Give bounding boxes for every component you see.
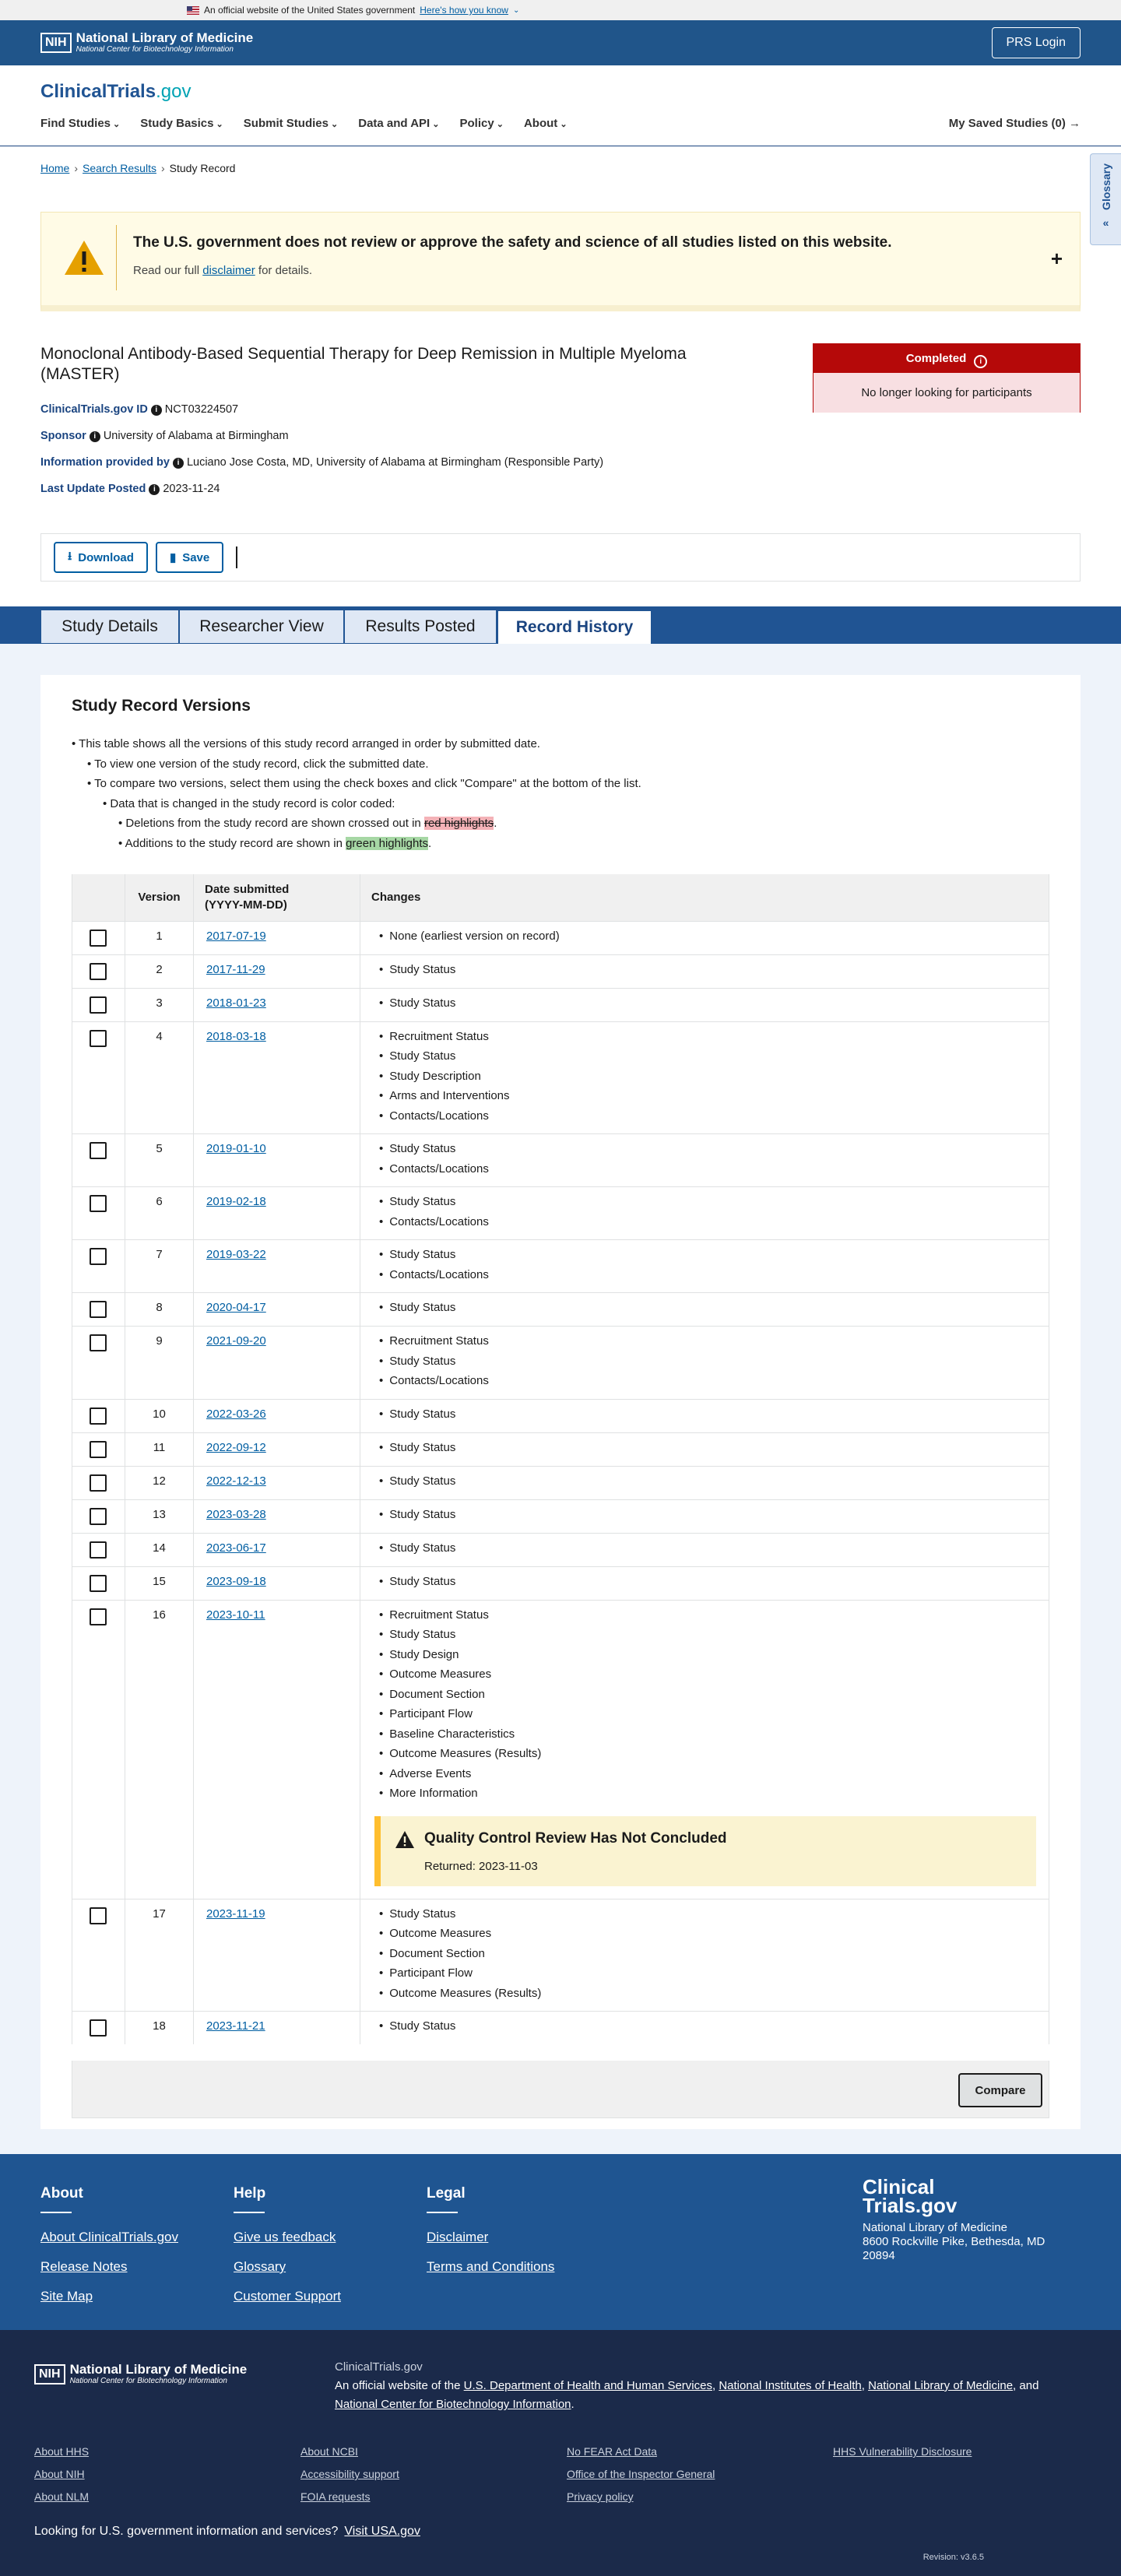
red-highlight-sample: red highlights	[423, 817, 494, 830]
change-item: • Recruitment Status	[379, 1027, 1049, 1047]
nlm-logo[interactable]	[40, 31, 253, 54]
info-icon[interactable]: i	[149, 484, 160, 495]
version-checkbox[interactable]	[90, 963, 107, 980]
change-item: • Study Status	[379, 1046, 1049, 1067]
glossary-tab[interactable]	[1090, 153, 1121, 245]
footer-link[interactable]: Customer Support	[234, 2289, 341, 2304]
table-row	[72, 2012, 1049, 2045]
footer-link[interactable]: Accessibility support	[300, 2468, 399, 2480]
last-update-value: 2023-11-24	[163, 483, 220, 495]
change-item: • Contacts/Locations	[379, 1159, 1049, 1179]
breadcrumb-search-results[interactable]: Search Results	[83, 162, 156, 174]
table-row	[72, 1533, 1049, 1566]
nih-logo-icon: NIH	[40, 33, 72, 53]
version-number: 9	[125, 1327, 194, 1400]
version-checkbox[interactable]	[90, 1441, 107, 1458]
changes-cell	[360, 2012, 1049, 2045]
version-number: 8	[125, 1293, 194, 1327]
column-header-version: Version	[125, 874, 194, 921]
footer-link[interactable]: About NIH	[34, 2468, 85, 2480]
hhs-link[interactable]: U.S. Department of Health and Human Services	[463, 2379, 712, 2392]
column-header-changes: Changes	[360, 874, 1049, 921]
chevron-down-icon: ⌄	[512, 5, 520, 15]
table-row	[72, 1021, 1049, 1134]
breadcrumb-current: Study Record	[169, 162, 236, 174]
footer-links-col3	[567, 2441, 715, 2508]
table-row	[72, 1327, 1049, 1400]
change-item: • Study Status	[379, 1245, 1049, 1265]
version-number: 5	[125, 1134, 194, 1187]
change-item: • Study Status	[379, 960, 1049, 980]
version-checkbox[interactable]	[90, 1334, 107, 1351]
glossary-label: Glossary	[1099, 163, 1112, 210]
status-label: Completed	[905, 352, 967, 365]
footer-link[interactable]: HHS Vulnerability Disclosure	[833, 2445, 972, 2458]
footer-legal: Legal Disclaimer Terms and Conditions	[427, 2185, 554, 2282]
version-checkbox[interactable]	[90, 1248, 107, 1265]
action-bar	[40, 533, 1081, 582]
change-item: • Recruitment Status	[379, 1605, 1049, 1625]
version-checkbox[interactable]	[90, 1508, 107, 1525]
change-item: • Outcome Measures	[379, 1664, 1049, 1685]
tab-results-posted[interactable]: Results Posted	[344, 610, 497, 644]
changes-cell	[360, 1499, 1049, 1533]
gov-banner	[0, 0, 1121, 20]
info-icon[interactable]: i	[90, 431, 100, 442]
footer-link[interactable]: Privacy policy	[567, 2490, 634, 2503]
changes-cell	[360, 954, 1049, 988]
heres-how-you-know-link[interactable]: Here's how you know	[420, 5, 508, 16]
footer-links-col2	[300, 2441, 399, 2508]
versions-heading: Study Record Versions	[72, 697, 251, 715]
table-row	[72, 1600, 1049, 1899]
version-date-link[interactable]: 2023-11-19	[206, 1907, 265, 1921]
change-item: • Contacts/Locations	[379, 1106, 1049, 1126]
nav-data-and-api[interactable]: Data and API ⌄	[358, 117, 439, 130]
change-item: • Study Status	[379, 1625, 1049, 1645]
table-row	[72, 1432, 1049, 1466]
compare-bar	[72, 2061, 1049, 2118]
change-item: • Study Status	[379, 1505, 1049, 1525]
change-item: • Study Status	[379, 1404, 1049, 1425]
nav-study-basics[interactable]: Study Basics ⌄	[140, 117, 223, 130]
change-item: • Adverse Events	[379, 1764, 1049, 1784]
footer-link[interactable]: FOIA requests	[300, 2490, 371, 2503]
tab-record-history[interactable]: Record History	[498, 611, 651, 644]
change-item: • Contacts/Locations	[379, 1212, 1049, 1232]
nlm-link[interactable]: National Library of Medicine	[868, 2379, 1014, 2392]
change-item: • Study Status	[379, 2016, 1049, 2037]
table-row	[72, 1134, 1049, 1187]
version-number: 12	[125, 1466, 194, 1499]
table-row	[72, 1899, 1049, 2012]
versions-intro: • This table shows all the versions of this study record arranged in order by submitted date. • To view one version of the study record, click the submitted date. • To compare two versions, select them using the check boxes and click "Compare" at the bottom of the list. • Data that is changed in the study record is color coded: • Deletions from the study record are shown crossed out in red highlights. • Additions to the study record are shown in green highlights.	[72, 737, 641, 850]
nav-find-studies[interactable]: Find Studies ⌄	[40, 117, 120, 130]
change-item: • Study Status	[379, 1298, 1049, 1318]
change-item: • Document Section	[379, 1685, 1049, 1705]
us-flag-icon	[187, 6, 199, 15]
change-item: • Study Status	[379, 1192, 1049, 1212]
clinicaltrials-logo[interactable]	[40, 81, 191, 103]
changes-cell	[360, 1533, 1049, 1566]
change-item: • Outcome Measures	[379, 1924, 1049, 1944]
change-item: • Study Status	[379, 1471, 1049, 1492]
change-item: • Baseline Characteristics	[379, 1724, 1049, 1745]
info-provided-row: Information provided by i Luciano Jose Costa, MD, University of Alabama at Birmingham (Responsible Party)	[40, 456, 604, 469]
changes-cell	[360, 1240, 1049, 1293]
version-date-link[interactable]: 2022-09-12	[206, 1440, 266, 1454]
version-date-link[interactable]: 2017-07-19	[206, 929, 266, 943]
qc-heading: Quality Control Review Has Not Concluded	[424, 1829, 727, 1847]
table-row	[72, 1466, 1049, 1499]
version-date-link[interactable]: 2023-03-28	[206, 1507, 266, 1521]
footer-official-text: ClinicalTrials.gov An official website of the U.S. Department of Health and Human Services, National Institutes of Health, National Library of Medicine, and National Center for Biotechnology Information.	[335, 2360, 1039, 2411]
version-date-link[interactable]: 2020-04-17	[206, 1301, 266, 1314]
table-row	[72, 1187, 1049, 1240]
version-checkbox[interactable]	[90, 1301, 107, 1318]
change-item: • Study Design	[379, 1645, 1049, 1665]
footer-link[interactable]: About NLM	[34, 2490, 90, 2503]
changes-cell	[360, 1566, 1049, 1600]
warning-icon	[395, 1830, 415, 1849]
green-highlight-sample: green highlights	[346, 836, 429, 850]
change-item: • Study Status	[379, 993, 1049, 1014]
save-button[interactable]: ▮ Save	[156, 542, 223, 573]
study-id: NCT03224507	[164, 403, 239, 416]
column-header-select	[72, 874, 125, 921]
changes-cell	[360, 1187, 1049, 1240]
changes-cell	[360, 1399, 1049, 1432]
info-icon[interactable]: i	[974, 355, 987, 368]
change-item: • Recruitment Status	[379, 1331, 1049, 1351]
qc-text: Returned: 2023-11-03	[424, 1859, 538, 1873]
change-item: • Study Status	[379, 1572, 1049, 1592]
version-date-link[interactable]: 2022-03-26	[206, 1407, 266, 1421]
qc-alert	[374, 1816, 1036, 1886]
version-date-link[interactable]: 2023-10-11	[206, 1608, 265, 1622]
change-item: • Outcome Measures (Results)	[379, 1744, 1049, 1764]
version-checkbox[interactable]	[90, 1195, 107, 1212]
nih-logo-icon: NIH	[34, 2364, 65, 2384]
changes-cell	[360, 1134, 1049, 1187]
changes-cell	[360, 1327, 1049, 1400]
ncbi-link[interactable]: National Center for Biotechnology Information	[335, 2398, 571, 2411]
footer-link[interactable]: Terms and Conditions	[427, 2259, 555, 2274]
version-number: 14	[125, 1533, 194, 1566]
changes-cell	[360, 1466, 1049, 1499]
double-chevron-left-icon: «	[1102, 216, 1109, 229]
version-number: 2	[125, 954, 194, 988]
disclaimer-link[interactable]: disclaimer	[202, 264, 255, 277]
version-number: 16	[125, 1600, 194, 1899]
sponsor-value: University of Alabama at Birmingham	[103, 430, 289, 442]
version-date-link[interactable]: 2018-03-18	[206, 1029, 266, 1043]
version-date-link[interactable]: 2022-12-13	[206, 1474, 266, 1488]
version-checkbox[interactable]	[90, 1407, 107, 1425]
download-button[interactable]: ⭳ Download	[54, 542, 148, 573]
footer-link[interactable]: Give us feedback	[234, 2230, 336, 2244]
info-icon[interactable]: i	[173, 458, 184, 469]
version-checkbox[interactable]	[90, 1907, 107, 1924]
version-date-link[interactable]: 2017-11-29	[206, 962, 265, 976]
table-header-row	[72, 874, 1049, 921]
version-checkbox[interactable]	[90, 1474, 107, 1492]
logo-main: ClinicalTrials	[40, 81, 156, 102]
info-provided-value: Luciano Jose Costa, MD, University of Alabama at Birmingham (Responsible Party)	[186, 456, 604, 469]
footer-link[interactable]: Glossary	[234, 2259, 286, 2274]
version-number: 11	[125, 1432, 194, 1466]
usa-gov-row: Looking for U.S. government information and services? Visit USA.gov	[34, 2525, 420, 2538]
chevron-right-icon: ›	[160, 162, 165, 174]
version-number: 13	[125, 1499, 194, 1533]
table-row	[72, 1499, 1049, 1533]
change-item: • Outcome Measures (Results)	[379, 1984, 1049, 2004]
change-item: • Study Description	[379, 1067, 1049, 1087]
breadcrumb-home[interactable]: Home	[40, 162, 70, 174]
footer-nlm-logo[interactable]: NIH National Library of Medicine National Center for Biotechnology Information	[34, 2363, 247, 2386]
table-row	[72, 1240, 1049, 1293]
last-update-row: Last Update Posted i 2023-11-24	[40, 483, 220, 495]
revision-text: Revision: v3.6.5	[922, 2553, 984, 2562]
change-item: • Contacts/Locations	[379, 1371, 1049, 1391]
version-number: 17	[125, 1899, 194, 2012]
table-row	[72, 1399, 1049, 1432]
changes-cell	[360, 1293, 1049, 1327]
table-row	[72, 1566, 1049, 1600]
version-number: 15	[125, 1566, 194, 1600]
nav-policy[interactable]: Policy ⌄	[460, 117, 504, 130]
chevron-right-icon: ›	[74, 162, 79, 174]
tab-study-details[interactable]: Study Details	[40, 610, 179, 644]
version-date-link[interactable]: 2019-02-18	[206, 1195, 266, 1208]
footer-link[interactable]: About NCBI	[300, 2445, 358, 2458]
version-number: 4	[125, 1021, 194, 1134]
footer-link[interactable]: Disclaimer	[427, 2230, 489, 2244]
changes-cell	[360, 921, 1049, 954]
table-row	[72, 1293, 1049, 1327]
version-checkbox[interactable]	[90, 2019, 107, 2037]
tab-bar	[0, 606, 1121, 644]
status-subtext: No longer looking for participants	[814, 373, 1080, 413]
footer-link[interactable]: About ClinicalTrials.gov	[40, 2230, 178, 2244]
footer-link[interactable]: Site Map	[40, 2289, 93, 2304]
version-checkbox[interactable]	[90, 1608, 107, 1625]
change-item: • Study Status	[379, 1139, 1049, 1159]
change-item: • Contacts/Locations	[379, 1265, 1049, 1285]
footer-main	[0, 2154, 1121, 2330]
change-item: • None (earliest version on record)	[379, 926, 1049, 947]
nlm-header	[0, 20, 1121, 65]
version-date-link[interactable]: 2019-01-10	[206, 1142, 266, 1155]
change-item: • Study Status	[379, 1904, 1049, 1924]
table-row	[72, 954, 1049, 988]
version-number: 3	[125, 988, 194, 1021]
study-id-row: ClinicalTrials.gov ID i NCT03224507	[40, 403, 239, 416]
nav-about[interactable]: About ⌄	[524, 117, 568, 130]
sponsor-row: Sponsor i University of Alabama at Birmingham	[40, 430, 289, 442]
alert-divider	[116, 225, 117, 290]
footer-link[interactable]: No FEAR Act Data	[567, 2445, 657, 2458]
version-checkbox[interactable]	[90, 1541, 107, 1559]
version-date-link[interactable]: 2021-09-20	[206, 1334, 266, 1348]
tab-researcher-view[interactable]: Researcher View	[179, 610, 344, 644]
my-saved-studies-link[interactable]: My Saved Studies (0) →	[948, 117, 1081, 130]
change-item: • Participant Flow	[379, 1704, 1049, 1724]
version-date-link[interactable]: 2023-09-18	[206, 1574, 266, 1588]
expand-plus-icon[interactable]: +	[1050, 247, 1063, 270]
version-checkbox[interactable]	[90, 996, 107, 1014]
info-icon[interactable]: i	[151, 405, 162, 416]
warning-icon	[63, 239, 105, 276]
footer-link[interactable]: About HHS	[34, 2445, 90, 2458]
table-row	[72, 921, 1049, 954]
nlm-title: National Library of Medicine	[76, 30, 254, 45]
version-date-link[interactable]: 2023-06-17	[206, 1541, 266, 1555]
footer-link[interactable]: Release Notes	[40, 2259, 128, 2274]
version-number: 18	[125, 2012, 194, 2045]
alert-heading: The U.S. government does not review or approve the safety and science of all studies listed on this website.	[133, 234, 892, 251]
change-item: • Arms and Interventions	[379, 1086, 1049, 1106]
version-number: 10	[125, 1399, 194, 1432]
change-item: • Study Status	[379, 1438, 1049, 1458]
footer-gov	[0, 2330, 1121, 2576]
footer-brand: Clinical Trials.gov National Library of Medicine 8600 Rockville Pike, Bethesda, MD 20894	[863, 2175, 1045, 2262]
prs-login-button[interactable]: PRS Login	[992, 27, 1081, 58]
version-number: 1	[125, 921, 194, 954]
changes-cell	[360, 1432, 1049, 1466]
breadcrumb	[40, 162, 235, 174]
disclaimer-alert	[40, 212, 1081, 311]
version-date-link[interactable]: 2018-01-23	[206, 996, 266, 1010]
column-header-date: Date submitted (YYYY-MM-DD)	[194, 874, 360, 921]
change-item: • Document Section	[379, 1944, 1049, 1964]
versions-table	[72, 874, 1049, 2044]
bookmark-icon: ▮	[169, 551, 177, 564]
nav-submit-studies[interactable]: Submit Studies ⌄	[244, 117, 338, 130]
changes-cell	[360, 1600, 1049, 1899]
compare-button[interactable]: Compare	[958, 2073, 1042, 2107]
nlm-subtitle: National Center for Biotechnology Information	[76, 45, 234, 54]
main-nav	[40, 117, 568, 130]
content-area	[0, 644, 1121, 2154]
changes-cell	[360, 1899, 1049, 2012]
change-item: • Study Status	[379, 1538, 1049, 1559]
status-badge	[813, 343, 1081, 413]
logo-gov: .gov	[156, 81, 192, 102]
footer-link[interactable]: Office of the Inspector General	[567, 2468, 715, 2480]
changes-cell	[360, 988, 1049, 1021]
footer-links-col1	[34, 2441, 89, 2508]
footer-links-col4	[833, 2441, 972, 2463]
version-checkbox[interactable]	[90, 1142, 107, 1159]
gov-banner-text: An official website of the United States government	[204, 5, 416, 16]
download-icon: ⭳	[68, 549, 72, 563]
footer-help: Help Give us feedback Glossary Customer Support	[234, 2185, 341, 2311]
version-checkbox[interactable]	[90, 1030, 107, 1047]
site-header	[0, 65, 1121, 146]
version-checkbox[interactable]	[90, 1575, 107, 1592]
version-number: 6	[125, 1187, 194, 1240]
versions-panel	[40, 675, 1081, 2129]
version-number: 7	[125, 1240, 194, 1293]
changes-cell	[360, 1021, 1049, 1134]
study-title: Monoclonal Antibody-Based Sequential Therapy for Deep Remission in Multiple Myeloma (MASTER)	[40, 345, 687, 383]
usa-gov-link[interactable]: Visit USA.gov	[344, 2525, 420, 2538]
nih-link[interactable]: National Institutes of Health	[719, 2379, 862, 2392]
table-row	[72, 988, 1049, 1021]
divider	[236, 546, 237, 568]
version-date-link[interactable]: 2019-03-22	[206, 1248, 266, 1261]
change-item: • Study Status	[379, 1351, 1049, 1372]
change-item: • Participant Flow	[379, 1963, 1049, 1984]
version-date-link[interactable]: 2023-11-21	[206, 2019, 265, 2033]
version-checkbox[interactable]	[90, 930, 107, 947]
alert-text: Read our full disclaimer for details.	[133, 264, 313, 277]
change-item: • More Information	[379, 1784, 1049, 1804]
footer-about: About About ClinicalTrials.gov Release Notes Site Map	[40, 2185, 178, 2311]
